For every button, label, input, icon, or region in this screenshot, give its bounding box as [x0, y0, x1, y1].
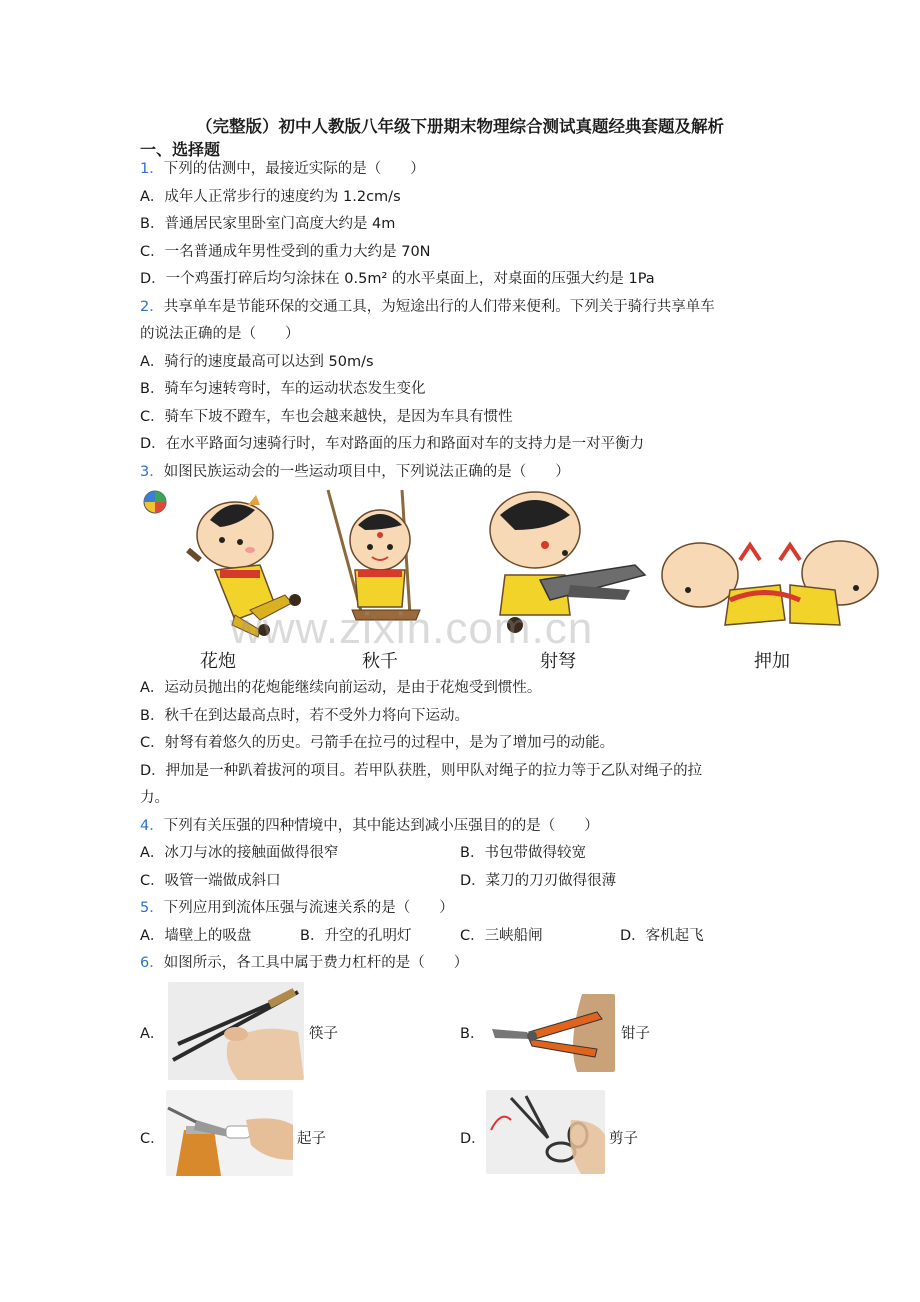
option-b: B．升空的孔明灯	[300, 928, 412, 944]
caption-huapao: 花炮	[200, 651, 236, 672]
question-text: 下列有关压强的四种情境中，其中能达到减小压强目的的是（ ）	[163, 818, 599, 834]
question-number: 2．	[140, 299, 164, 315]
question-4	[140, 815, 599, 837]
option-a-label: 筷子	[309, 1026, 338, 1042]
color-disc-icon	[144, 491, 166, 513]
option-a: A．墙壁上的吸盘	[140, 928, 252, 944]
option-a: A．冰刀与冰的接触面做得很窄	[140, 845, 339, 861]
option-b-label: 钳子	[621, 1026, 650, 1042]
option-b-letter: B．	[460, 1026, 485, 1042]
question-text: 共享单车是节能环保的交通工具，为短途出行的人们带来便利。下列关于骑行共享单车	[163, 299, 715, 315]
section-heading: 一、选择题	[140, 140, 221, 159]
option-c: C．一名普通成年男性受到的重力大约是 70N	[140, 244, 431, 260]
tug-of-war-characters	[662, 541, 878, 625]
question-text: 如图所示，各工具中属于费力杠杆的是（ ）	[163, 955, 469, 971]
option-a-letter: A．	[140, 1026, 165, 1042]
option-c-letter: C．	[140, 1131, 165, 1147]
scissors-image	[486, 1090, 605, 1174]
option-c-label: 起子	[297, 1131, 326, 1147]
option-c: C．射弩有着悠久的历史。弓箭手在拉弓的过程中，是为了增加弓的动能。	[140, 735, 615, 751]
caption-shenu: 射弩	[540, 651, 576, 672]
option-d-label: 剪子	[609, 1131, 638, 1147]
option-a: A．骑行的速度最高可以达到 50m/s	[140, 354, 374, 370]
option-b: B．秋千在到达最高点时，若不受外力将向下运动。	[140, 708, 469, 724]
question-text: 下列应用到流体压强与流速关系的是（ ）	[163, 900, 454, 916]
question-text-cont: 的说法正确的是（ ）	[140, 326, 300, 342]
option-d-letter: D．	[460, 1131, 486, 1147]
question-text: 下列的估测中，最接近实际的是（ ）	[163, 161, 425, 177]
question-number: 5．	[140, 900, 164, 916]
document-title: （完整版）初中人教版八年级下册期末物理综合测试真题经典套题及解析	[196, 117, 724, 136]
question-1	[140, 158, 425, 180]
option-c: C．吸管一端做成斜口	[140, 873, 281, 889]
question-6	[140, 952, 468, 974]
caption-qiuqian: 秋千	[362, 651, 398, 672]
option-b: B．普通居民家里卧室门高度大约是 4m	[140, 216, 396, 232]
question-5	[140, 897, 454, 919]
option-d: D．客机起飞	[620, 928, 704, 944]
question-number: 3．	[140, 464, 164, 480]
option-d: D．在水平路面匀速骑行时，车对路面的压力和路面对车的支持力是一对平衡力	[140, 436, 645, 452]
option-b: B．书包带做得较宽	[460, 845, 586, 861]
bottle-opener-image	[166, 1090, 293, 1176]
question-number: 6．	[140, 955, 164, 971]
watermark: www.zixin.com.cn	[230, 604, 594, 653]
option-d: D．押加是一种趴着拔河的项目。若甲队获胜，则甲队对绳子的拉力等于乙队对绳子的拉	[140, 763, 703, 779]
caption-yajia: 押加	[754, 651, 790, 672]
question-number: 1．	[140, 161, 164, 177]
option-a: A．运动员抛出的花炮能继续向前运动，是由于花炮受到惯性。	[140, 680, 542, 696]
option-d: D．菜刀的刀刃做得很薄	[460, 873, 617, 889]
option-a: A．成年人正常步行的速度约为 1.2cm/s	[140, 189, 401, 205]
pliers-image	[487, 994, 615, 1072]
question-text: 如图民族运动会的一些运动项目中，下列说法正确的是（ ）	[163, 464, 570, 480]
swing-character	[328, 490, 420, 620]
question-3	[140, 461, 570, 483]
question-2	[140, 296, 715, 318]
option-c: C．骑车下坡不蹬车，车也会越来越快，是因为车具有惯性	[140, 409, 513, 425]
option-b: B．骑车匀速转弯时，车的运动状态发生变化	[140, 381, 426, 397]
option-d-cont: 力。	[140, 790, 169, 806]
option-c: C．三峡船闸	[460, 928, 543, 944]
question-number: 4．	[140, 818, 164, 834]
chopsticks-image	[168, 982, 304, 1080]
option-d: D．一个鸡蛋打碎后均匀涂抹在 0.5m² 的水平桌面上，对桌面的压强大约是 1Pa	[140, 271, 655, 287]
